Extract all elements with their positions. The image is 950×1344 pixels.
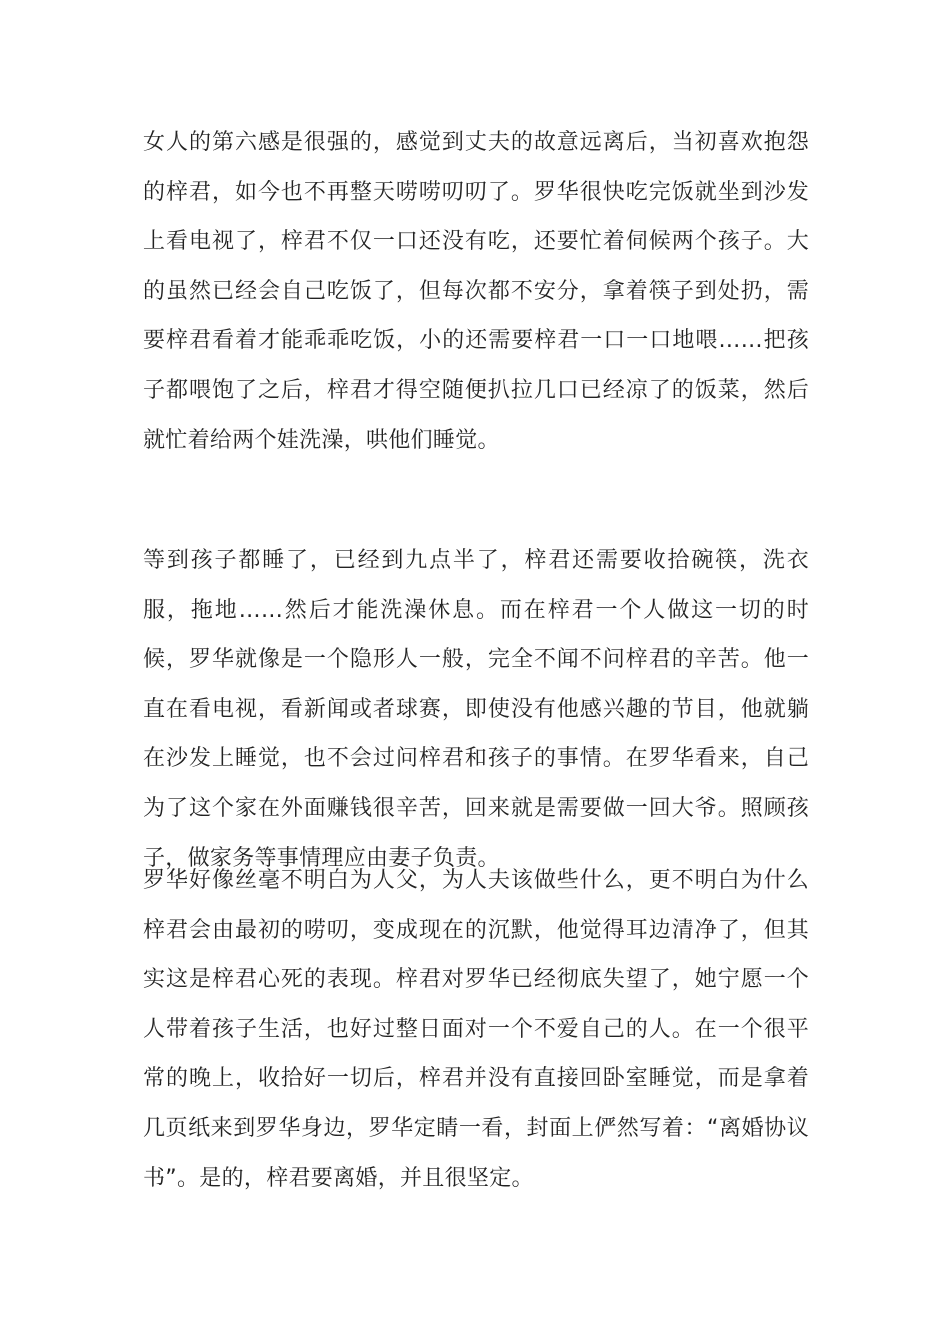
paragraph-2: 等到孩子都睡了，已经到九点半了，梓君还需要收拾碗筷，洗衣服，拖地……然后才能洗澡休息。而在梓君一个人做这一切的时候，罗华就像是一个隐形人一般，完全不闻不问梓君的辛苦。他一直在看电视，看新闻或者球赛，即使没有他感兴趣的节目，他就躺在沙发上睡觉，也不会过问梓君和孩子的事情。在罗华看来，自己为了这个家在外面赚钱很辛苦，回来就是需要做一回大爷。照顾孩子，做家务等事情理应由妻子负责。 [143, 548, 809, 871]
paragraph-1: 女人的第六感是很强的，感觉到丈夫的故意远离后，当初喜欢抱怨的梓君，如今也不再整天唠唠叨叨了。罗华很快吃完饭就坐到沙发上看电视了，梓君不仅一口还没有吃，还要忙着伺候两个孩子。大的虽然已经会自己吃饭了，但每次都不安分，拿着筷子到处扔，需要梓君看着才能乖乖吃饭，小的还需要梓君一口一口地喂……把孩子都喂饱了之后，梓君才得空随便扒拉几口已经凉了的饭菜，然后就忙着给两个娃洗澡，哄他们睡觉。 [143, 130, 809, 453]
paragraph-3: 罗华好像丝毫不明白为人父，为人夫该做些什么，更不明白为什么梓君会由最初的唠叨，变成现在的沉默，他觉得耳边清净了，但其实这是梓君心死的表现。梓君对罗华已经彻底失望了，她宁愿一个人带着孩子生活，也好过整日面对一个不爱自己的人。在一个很平常的晚上，收拾好一切后，梓君并没有直接回卧室睡觉，而是拿着几页纸来到罗华身边，罗华定睛一看，封面上俨然写着：“离婚协议书”。是的，梓君要离婚，并且很坚定。 [143, 868, 809, 1191]
